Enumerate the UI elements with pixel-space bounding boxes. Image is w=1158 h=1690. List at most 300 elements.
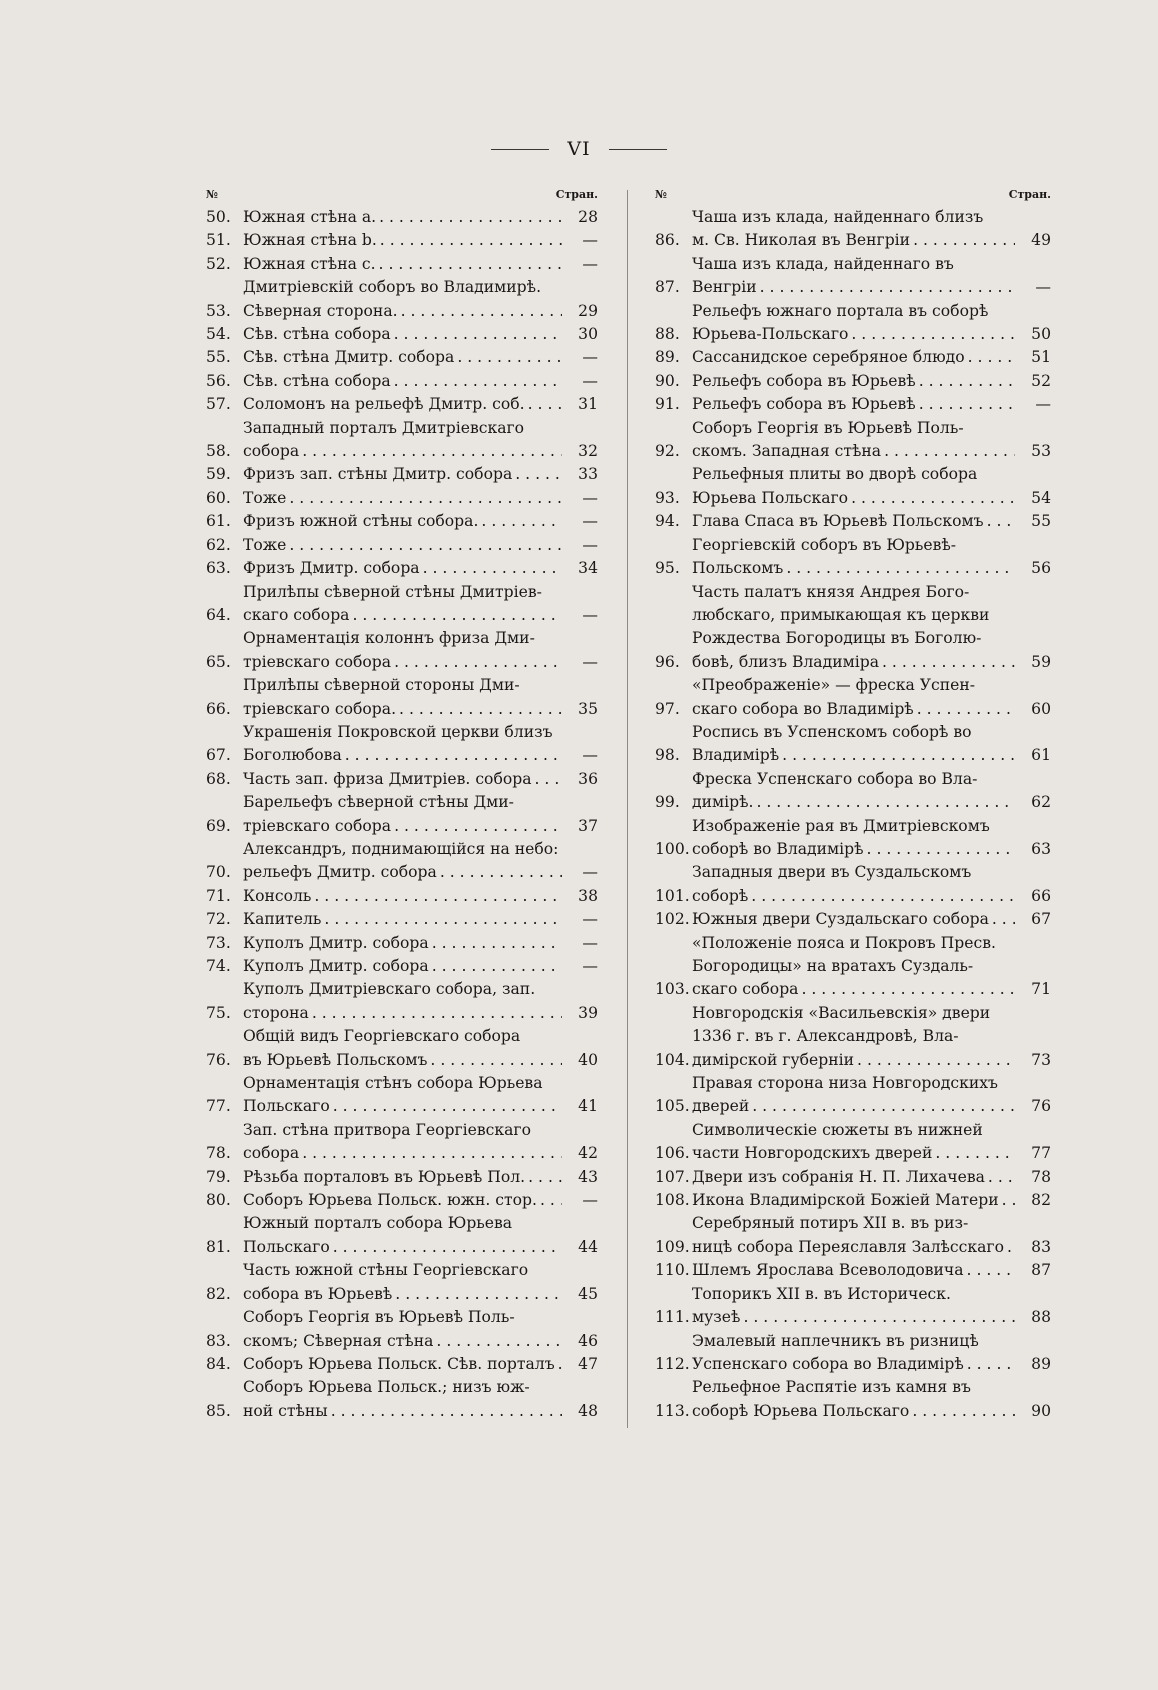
entry-page: 48 bbox=[578, 1401, 598, 1420]
entry-page: — bbox=[582, 652, 598, 671]
entry-page: 78 bbox=[1031, 1167, 1051, 1186]
dot-leader bbox=[798, 978, 1015, 1001]
toc-entry bbox=[206, 1259, 598, 1306]
entry-title-text: тріевскаго собора bbox=[243, 652, 392, 671]
entry-title-line bbox=[243, 604, 562, 627]
entry-title-line bbox=[243, 1330, 562, 1353]
entry-title-line: 1336 г. въ г. Александровѣ, Вла- bbox=[692, 1027, 959, 1046]
entry-title-line bbox=[692, 487, 1015, 510]
entry-page: — bbox=[582, 488, 598, 507]
entry-title-line bbox=[243, 534, 562, 557]
entry-number: 105. bbox=[655, 1097, 690, 1116]
entry-page: 40 bbox=[578, 1050, 598, 1069]
dot-leader bbox=[349, 604, 562, 627]
entry-title-line: Рельефное Распятіе изъ камня въ bbox=[692, 1378, 971, 1397]
entry-title bbox=[692, 815, 1015, 862]
entry-title-line bbox=[243, 229, 562, 252]
dot-leader bbox=[427, 1049, 562, 1072]
entry-title-text: Фризъ зап. стѣны Дмитр. собора bbox=[243, 465, 513, 484]
toc-entry bbox=[655, 1376, 1051, 1423]
entry-number: 94. bbox=[655, 512, 680, 531]
entry-page: — bbox=[582, 957, 598, 975]
entry-title-text: скаго собора во Владимірѣ bbox=[692, 699, 914, 718]
entry-title-line bbox=[243, 1049, 562, 1072]
entry-page: 90 bbox=[1031, 1401, 1051, 1420]
entry-number: 60. bbox=[206, 488, 231, 507]
toc-entry bbox=[655, 932, 1051, 1002]
dot-leader bbox=[999, 1189, 1015, 1212]
entry-title-text: м. Св. Николая въ Венгріи bbox=[692, 231, 911, 250]
toc-entry bbox=[206, 1306, 598, 1353]
dot-leader bbox=[525, 393, 562, 416]
entry-page: 67 bbox=[1031, 910, 1051, 929]
dot-leader bbox=[321, 908, 562, 931]
entry-title-text: Двери изъ собранія Н. П. Лихачева bbox=[692, 1167, 985, 1186]
entry-title-text: тріевскаго собора. bbox=[243, 699, 397, 718]
entry-title bbox=[243, 1166, 562, 1189]
entry-page: 43 bbox=[578, 1167, 598, 1186]
entry-title bbox=[243, 1119, 562, 1166]
dot-leader bbox=[984, 510, 1015, 533]
entry-title-line: Чаша изъ клада, найденнаго близъ bbox=[692, 208, 984, 226]
toc-entry bbox=[206, 417, 598, 464]
entry-title-text: Соборъ Юрьева Польск. южн. стор. bbox=[243, 1191, 537, 1210]
entry-title bbox=[243, 1259, 562, 1306]
entry-title-text: соборѣ bbox=[692, 886, 749, 905]
entry-page: — bbox=[582, 863, 598, 882]
entry-title-line bbox=[243, 253, 562, 276]
entry-title bbox=[243, 885, 562, 908]
right-entry-list bbox=[655, 206, 1051, 1423]
toc-entry bbox=[655, 581, 1051, 675]
entry-number: 80. bbox=[206, 1191, 231, 1210]
entry-title-text: Соломонъ на рельефѣ Дмитр. соб. bbox=[243, 395, 525, 414]
entry-title-line bbox=[243, 1236, 562, 1259]
dot-leader bbox=[391, 323, 562, 346]
toc-entry bbox=[655, 1119, 1051, 1166]
entry-title-text: Сѣверная сторона. bbox=[243, 301, 398, 320]
entry-page: — bbox=[582, 512, 598, 531]
entry-number: 70. bbox=[206, 863, 231, 882]
entry-number: 58. bbox=[206, 442, 231, 461]
entry-title-line bbox=[243, 346, 562, 369]
entry-page: — bbox=[582, 348, 598, 367]
entry-title-line: Символическіе сюжеты въ нижней bbox=[692, 1120, 983, 1139]
entry-title-text: сторона bbox=[243, 1003, 309, 1022]
entry-title-line bbox=[243, 908, 562, 931]
entry-title bbox=[243, 1376, 562, 1423]
entry-title-text: Сассанидское серебряное блюдо bbox=[692, 348, 965, 367]
entry-page: 73 bbox=[1031, 1050, 1051, 1069]
entry-title bbox=[692, 1072, 1015, 1119]
entry-number: 73. bbox=[206, 933, 231, 952]
toc-entry bbox=[655, 1189, 1051, 1212]
entry-title-text: рельефъ Дмитр. собора bbox=[243, 863, 437, 882]
entry-title-line: Прилѣпы сѣверной стороны Дми- bbox=[243, 676, 520, 695]
entry-title-text: Глава Спаса въ Юрьевѣ Польскомъ bbox=[692, 512, 984, 531]
entry-title bbox=[692, 253, 1015, 300]
entry-title-text: Польскаго bbox=[243, 1237, 330, 1256]
entry-title-line: Куполъ Дмитріевскаго собора, зап. bbox=[243, 980, 536, 999]
entry-number: 103. bbox=[655, 980, 690, 999]
entry-title bbox=[692, 1002, 1015, 1072]
entry-title-line bbox=[692, 1259, 1015, 1282]
entry-number: 95. bbox=[655, 559, 680, 578]
entry-title-text: собора bbox=[243, 442, 300, 461]
entry-page: 53 bbox=[1031, 442, 1051, 461]
entry-number: 79. bbox=[206, 1167, 231, 1186]
toc-entry bbox=[655, 1259, 1051, 1282]
toc-entry bbox=[655, 534, 1051, 581]
toc-entry bbox=[206, 253, 598, 276]
toc-entry bbox=[655, 346, 1051, 369]
entry-title-line bbox=[243, 440, 562, 463]
toc-entry bbox=[206, 1025, 598, 1072]
entry-title-text: ной стѣны bbox=[243, 1401, 328, 1420]
entry-title-line bbox=[692, 346, 1015, 369]
entry-title-line bbox=[692, 1166, 1015, 1189]
entry-number: 54. bbox=[206, 325, 231, 344]
entry-title-line: Богородицы» на вратахъ Суздаль- bbox=[692, 957, 974, 975]
entry-title-line bbox=[243, 487, 562, 510]
entry-title-line bbox=[243, 1283, 562, 1306]
dot-leader bbox=[779, 744, 1015, 767]
entry-title-line bbox=[243, 370, 562, 393]
entry-title-text: Сѣв. стѣна собора bbox=[243, 371, 391, 390]
dot-leader bbox=[420, 557, 562, 580]
entry-number: 89. bbox=[655, 348, 680, 367]
entry-title-line bbox=[243, 1353, 562, 1376]
entry-page: 66 bbox=[1031, 886, 1051, 905]
entry-title-line bbox=[243, 510, 562, 533]
entry-number: 55. bbox=[206, 348, 231, 367]
entry-title-text: Успенскаго собора во Владимірѣ bbox=[692, 1354, 964, 1373]
entry-title-line bbox=[243, 300, 562, 323]
number-header: № bbox=[655, 188, 667, 201]
entry-number: 59. bbox=[206, 465, 231, 484]
entry-title bbox=[692, 1330, 1015, 1377]
entry-title-text: музеѣ bbox=[692, 1308, 741, 1327]
page-header: Стран. bbox=[1008, 188, 1051, 201]
entry-title-text: димірской губерніи bbox=[692, 1050, 855, 1069]
entry-title-text: Южныя двери Суздальскаго собора bbox=[692, 910, 989, 929]
entry-title bbox=[243, 534, 562, 557]
entry-title-line bbox=[243, 955, 562, 978]
entry-page: 28 bbox=[578, 208, 598, 226]
entry-title-line bbox=[692, 908, 1015, 931]
entry-title-line: любскаго, примыкающая къ церкви bbox=[692, 605, 990, 624]
dot-leader bbox=[478, 510, 562, 533]
entry-number: 108. bbox=[655, 1191, 690, 1210]
toc-entry bbox=[655, 1002, 1051, 1072]
entry-page: 89 bbox=[1031, 1354, 1051, 1373]
toc-entry bbox=[655, 1330, 1051, 1377]
toc-entry bbox=[206, 581, 598, 628]
entry-title-line bbox=[692, 1353, 1015, 1376]
entry-title-text: части Новгородскихъ дверей bbox=[692, 1144, 933, 1163]
entry-page: 51 bbox=[1031, 348, 1051, 367]
entry-title bbox=[692, 534, 1015, 581]
entry-number: 65. bbox=[206, 652, 231, 671]
entry-page: — bbox=[582, 910, 598, 929]
entry-title-line bbox=[692, 1306, 1015, 1329]
toc-entry bbox=[206, 627, 598, 674]
dot-leader bbox=[429, 932, 562, 955]
entry-title-line: Новгородскія «Васильевскія» двери bbox=[692, 1003, 991, 1022]
entry-title-text: Часть зап. фриза Дмитріев. собора bbox=[243, 769, 532, 788]
entry-number: 67. bbox=[206, 746, 231, 765]
entry-title-line: Западный порталъ Дмитріевскаго bbox=[243, 418, 525, 437]
entry-title bbox=[243, 510, 562, 533]
left-column bbox=[206, 186, 598, 1423]
entry-title bbox=[692, 861, 1015, 908]
dot-leader bbox=[916, 370, 1015, 393]
entry-page: 32 bbox=[578, 442, 598, 461]
entry-page: 45 bbox=[578, 1284, 598, 1303]
entry-title-line: Барельефъ сѣверной стѣны Дми- bbox=[243, 793, 514, 812]
entry-page: 87 bbox=[1031, 1261, 1051, 1280]
entry-number: 61. bbox=[206, 512, 231, 531]
dot-leader bbox=[964, 1353, 1015, 1376]
entry-title-text: Боголюбова bbox=[243, 746, 342, 765]
dot-leader bbox=[965, 346, 1015, 369]
dot-leader bbox=[392, 1283, 562, 1306]
entry-title-line bbox=[243, 323, 562, 346]
entry-page: 34 bbox=[578, 559, 598, 578]
toc-entry bbox=[655, 721, 1051, 768]
entry-title-line: Украшенія Покровской церкви близъ bbox=[243, 722, 553, 741]
entry-title-text: Сѣв. стѣна Дмитр. собора bbox=[243, 348, 455, 367]
entry-title-text: Куполъ Дмитр. собора bbox=[243, 933, 429, 952]
toc-entry bbox=[655, 1283, 1051, 1330]
entry-number: 112. bbox=[655, 1354, 690, 1373]
dot-leader bbox=[532, 768, 563, 791]
left-entry-list bbox=[206, 206, 598, 1423]
entry-title-line: «Преображеніе» — фреска Успен- bbox=[692, 676, 976, 695]
toc-entry bbox=[206, 838, 598, 885]
entry-title-line: Общій видъ Георгіевскаго собора bbox=[243, 1027, 521, 1046]
entry-title-line bbox=[243, 768, 562, 791]
entry-number: 92. bbox=[655, 442, 680, 461]
dot-leader bbox=[555, 1353, 562, 1376]
entry-title bbox=[243, 674, 562, 721]
entry-title-line bbox=[243, 1095, 562, 1118]
dot-leader bbox=[848, 487, 1015, 510]
toc-entry bbox=[655, 510, 1051, 533]
entry-page: 63 bbox=[1031, 839, 1051, 858]
dot-leader bbox=[932, 1142, 1015, 1165]
entry-page: 52 bbox=[1031, 371, 1051, 390]
entry-title-line bbox=[692, 1236, 1015, 1259]
entry-number: 76. bbox=[206, 1050, 231, 1069]
entry-title-line: Дмитріевскій соборъ во Владимирѣ. bbox=[243, 278, 542, 297]
toc-entry bbox=[655, 1166, 1051, 1189]
entry-title bbox=[243, 791, 562, 838]
entry-title-line bbox=[692, 229, 1015, 252]
entry-title bbox=[243, 417, 562, 464]
entry-title-line bbox=[692, 838, 1015, 861]
entry-title bbox=[243, 276, 562, 323]
entry-title-text: соборѣ во Владимірѣ bbox=[692, 839, 864, 858]
entry-number: 51. bbox=[206, 231, 231, 250]
entry-number: 52. bbox=[206, 254, 231, 273]
entry-title-line bbox=[243, 463, 562, 486]
dot-leader bbox=[910, 229, 1015, 252]
entry-title-line: Рельефныя плиты во дворѣ собора bbox=[692, 465, 978, 484]
entry-title-line: Чаша изъ клада, найденнаго въ bbox=[692, 254, 954, 273]
entry-title-line: Рождества Богородицы въ Боголю- bbox=[692, 629, 982, 648]
entry-title bbox=[243, 908, 562, 931]
entry-number: 77. bbox=[206, 1097, 231, 1116]
dot-leader bbox=[989, 908, 1015, 931]
entry-title bbox=[243, 487, 562, 510]
entry-title bbox=[692, 1119, 1015, 1166]
entry-title-line bbox=[692, 440, 1015, 463]
entry-title-line: Часть палатъ князя Андрея Бого- bbox=[692, 582, 970, 601]
entry-title-line: Изображеніе рая въ Дмитріевскомъ bbox=[692, 816, 990, 835]
entry-title-text: бовѣ, близъ Владиміра bbox=[692, 652, 879, 671]
entry-title-line bbox=[692, 885, 1015, 908]
entry-page: 60 bbox=[1031, 699, 1051, 718]
entry-title-line: Южный порталъ собора Юрьева bbox=[243, 1214, 513, 1233]
toc-entry bbox=[206, 791, 598, 838]
left-column-header bbox=[206, 186, 598, 204]
entry-number: 74. bbox=[206, 957, 231, 975]
entry-title-line bbox=[692, 791, 1015, 814]
entry-number: 110. bbox=[655, 1261, 690, 1280]
entry-title-line: Западныя двери въ Суздальскомъ bbox=[692, 863, 972, 882]
entry-title-text: Фризъ Дмитр. собора bbox=[243, 559, 420, 578]
dot-leader bbox=[753, 791, 1015, 814]
toc-entry bbox=[655, 370, 1051, 393]
toc-entry bbox=[206, 510, 598, 533]
entry-number: 100. bbox=[655, 839, 690, 858]
dot-leader bbox=[376, 206, 562, 229]
entry-number: 84. bbox=[206, 1354, 231, 1373]
entry-number: 104. bbox=[655, 1050, 690, 1069]
entry-page: 76 bbox=[1031, 1097, 1051, 1116]
entry-title-line bbox=[692, 276, 1015, 299]
entry-number: 83. bbox=[206, 1331, 231, 1350]
dot-leader bbox=[396, 698, 562, 721]
dot-leader bbox=[437, 861, 562, 884]
entry-number: 71. bbox=[206, 886, 231, 905]
entry-page: — bbox=[582, 535, 598, 554]
entry-title-line bbox=[243, 1166, 562, 1189]
entry-title-text: Консоль bbox=[243, 886, 312, 905]
page-number-header bbox=[0, 138, 1158, 160]
dot-leader bbox=[749, 1095, 1015, 1118]
entry-title-line: Рельефъ южнаго портала въ соборѣ bbox=[692, 301, 989, 320]
dot-leader bbox=[854, 1049, 1015, 1072]
entry-page: 62 bbox=[1031, 793, 1051, 812]
entry-title bbox=[692, 1166, 1015, 1189]
entry-page: 88 bbox=[1031, 1308, 1051, 1327]
right-rule bbox=[609, 149, 667, 150]
entry-page: — bbox=[582, 1191, 598, 1210]
entry-title-text: дверей bbox=[692, 1097, 750, 1116]
right-column bbox=[655, 186, 1051, 1423]
entry-number: 91. bbox=[655, 395, 680, 414]
toc-entry bbox=[655, 815, 1051, 862]
entry-title bbox=[692, 393, 1015, 416]
entry-title bbox=[243, 1353, 562, 1376]
entry-number: 99. bbox=[655, 793, 680, 812]
entry-page: 42 bbox=[578, 1144, 598, 1163]
entry-page: — bbox=[582, 254, 598, 273]
toc-entry bbox=[655, 768, 1051, 815]
entry-title-line: Роспись въ Успенскомъ соборѣ во bbox=[692, 722, 972, 741]
entry-title-text: собора bbox=[243, 1144, 300, 1163]
entry-title-text: скомъ; Сѣверная стѣна bbox=[243, 1331, 434, 1350]
entry-title-line bbox=[692, 557, 1015, 580]
dot-leader bbox=[916, 393, 1015, 416]
entry-title bbox=[692, 932, 1015, 1002]
entry-page: — bbox=[1035, 278, 1051, 297]
entry-title-text: Юрьева Польскаго bbox=[692, 488, 849, 507]
entry-title-line bbox=[692, 510, 1015, 533]
dot-leader bbox=[985, 1166, 1015, 1189]
entry-number: 66. bbox=[206, 699, 231, 718]
entry-page: 77 bbox=[1031, 1144, 1051, 1163]
entry-page: — bbox=[582, 605, 598, 624]
dot-leader bbox=[328, 1400, 562, 1423]
entry-number: 106. bbox=[655, 1144, 690, 1163]
entry-title-line bbox=[692, 1049, 1015, 1072]
toc-entry bbox=[655, 1212, 1051, 1259]
page-header: Стран. bbox=[555, 188, 598, 201]
toc-entry bbox=[206, 1376, 598, 1423]
entry-title bbox=[692, 463, 1015, 510]
entry-title-text: Венгріи bbox=[692, 278, 757, 297]
entry-title-text: Владимірѣ bbox=[692, 746, 780, 765]
entry-page: 38 bbox=[578, 886, 598, 905]
entry-title-text: Тоже bbox=[243, 488, 287, 507]
toc-entry bbox=[655, 417, 1051, 464]
dot-leader bbox=[964, 1259, 1015, 1282]
entry-title-line: Зап. стѣна притвора Георгіевскаго bbox=[243, 1120, 531, 1139]
toc-entry bbox=[206, 229, 598, 252]
entry-title-text: Рельефъ собора въ Юрьевѣ bbox=[692, 395, 916, 414]
toc-entry bbox=[206, 674, 598, 721]
toc-entry bbox=[206, 206, 598, 229]
entry-title-line bbox=[692, 978, 1015, 1001]
toc-entry bbox=[206, 1353, 598, 1376]
entry-title-line bbox=[243, 815, 562, 838]
dot-leader bbox=[391, 815, 562, 838]
entry-number: 50. bbox=[206, 208, 231, 226]
entry-title-line bbox=[692, 393, 1015, 416]
entry-title-text: Икона Владимірской Божіей Матери bbox=[692, 1191, 999, 1210]
entry-number: 86. bbox=[655, 231, 680, 250]
entry-title-line bbox=[692, 1189, 1015, 1212]
entry-page: 82 bbox=[1031, 1191, 1051, 1210]
entry-title bbox=[692, 1189, 1015, 1212]
entry-number: 88. bbox=[655, 325, 680, 344]
entry-page: 44 bbox=[578, 1237, 598, 1256]
entry-title-line bbox=[243, 393, 562, 416]
entry-title-text: тріевскаго собора bbox=[243, 816, 392, 835]
toc-entry bbox=[206, 908, 598, 931]
entry-title-text: Капитель bbox=[243, 910, 322, 929]
dot-leader bbox=[909, 1400, 1015, 1423]
entry-title-line bbox=[692, 698, 1015, 721]
toc-entry bbox=[206, 276, 598, 323]
dot-leader bbox=[429, 955, 562, 978]
entry-page: 55 bbox=[1031, 512, 1051, 531]
entry-title-line: Правая сторона низа Новгородскихъ bbox=[692, 1074, 998, 1093]
toc-entry bbox=[206, 1119, 598, 1166]
